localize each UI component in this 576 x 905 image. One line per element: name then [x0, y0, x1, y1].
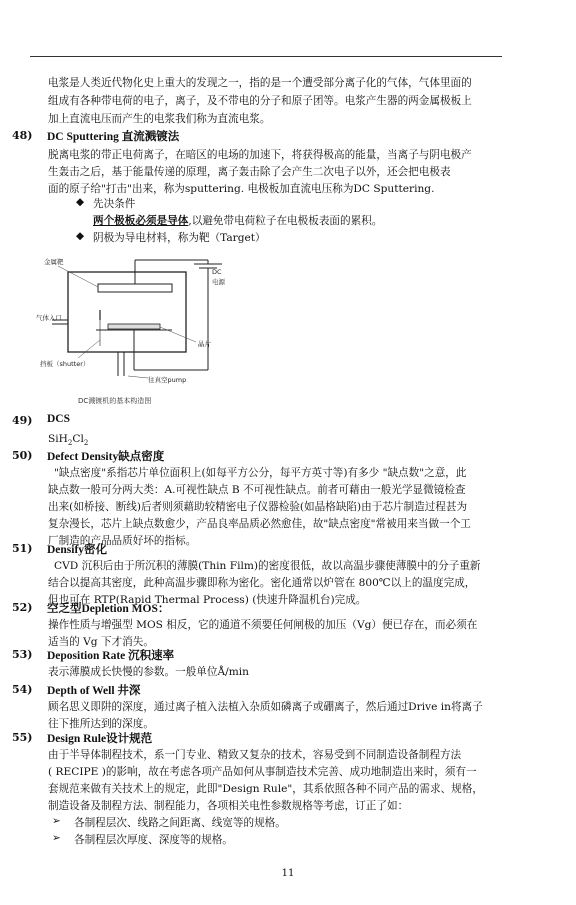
section-title: Design Rule设计规范: [47, 733, 153, 745]
section-title: Densify密化: [47, 544, 108, 556]
body-line: 但也可在 RTP(Rapid Thermal Process) (快速升降温机台)完成。: [48, 594, 367, 606]
body-line: CVD 沉积后由于所沉积的薄膜(Thin Film)的密度很低，故以高温步骤使薄膜中的分子重新: [54, 560, 481, 572]
body-line: 厂制造的产品品质好坏的指标。: [48, 535, 197, 547]
section-number: 50): [12, 449, 33, 462]
label-pump: 往真空pump: [148, 376, 187, 384]
bullet-text: 阴极为导电材料，称为靶（Target）: [93, 232, 266, 244]
body-line: 出来(如桥接、断线)后者则须藉助较精密电子仪器检验(如晶格缺陷)由于芯片制造过程甚为: [48, 501, 468, 513]
section-number: 49): [12, 414, 33, 427]
diamond-bullet-icon: ◆: [76, 196, 85, 208]
body-line: 制造设备及制程方法、制程能力，各项相关电性参数规格等考虑，订正了如：: [48, 800, 409, 812]
intro-line: 加上直流电压而产生的电浆我们称为直流电浆。: [48, 113, 271, 125]
body-line: 操作性质与增强型 MOS 相反，它的通道不须要任何闸极的加压（Vg）便已存在，而必须在: [48, 619, 478, 631]
label-gas-inlet: 气体入口: [36, 314, 62, 322]
section-title: 空乏型Depletion MOS：: [47, 603, 170, 615]
section-title: Depth of Well 井深: [47, 685, 141, 697]
arrow-bullet-icon: ➢: [52, 815, 61, 827]
target-plate: [98, 284, 172, 292]
bullet-text: 先决条件: [93, 198, 136, 210]
diagram-caption: DC溅镀机的基本构造图: [78, 397, 152, 405]
wafer-holder: [108, 324, 160, 329]
section-number: 48): [12, 129, 33, 142]
dc-sputtering-diagram: [36, 250, 236, 390]
body-line: 脱离电浆的带正电荷离子，在暗区的电场的加速下，将获得极高的能量，当离子与阴电极产: [48, 149, 472, 161]
header-rule: [30, 56, 502, 57]
body-line: 套规范来做有关技术上的规定，此即"Design Rule"，其系依照各种不同产品的需求、规格，: [48, 783, 483, 795]
body-line: 缺点数一般可分两大类：A.可视性缺点 B 不可视性缺点。前者可藉由一般光学显微镜检查: [48, 484, 466, 496]
section-title: DC Sputtering 直流溅镀法: [47, 131, 180, 143]
body-line: ( RECIPE )的影响，故在考虑各项产品如何从事制造技术完善、成功地制造出来时，须有一: [48, 766, 477, 778]
section-title: DCS: [47, 413, 71, 425]
condition-emphasis: 两个极板必须是导体: [93, 215, 189, 227]
body-line: 由于半导体制程技术，系一门专业、精致又复杂的技术，容易受到不同制造设备制程方法: [48, 749, 462, 761]
section-title: Deposition Rate 沉积速率: [47, 650, 175, 662]
section-number: 51): [12, 542, 33, 555]
diamond-bullet-icon: ◆: [76, 230, 85, 242]
section-title: Defect Density缺点密度: [47, 451, 165, 463]
label-dc: DC: [212, 268, 222, 276]
body-line: 生轰击之后，基于能量传递的原理，离子轰击除了会产生二次电子以外，还会把电极表: [48, 166, 451, 178]
intro-line: 电浆是人类近代物化史上重大的发现之一，指的是一个遭受部分离子化的气体，气体里面的: [48, 77, 472, 89]
condition-rest: ,以避免带电荷粒子在电极板表面的累积。: [188, 215, 383, 227]
list-item: 各制程层次厚度、深度等的规格。: [74, 834, 233, 846]
section-number: 52): [12, 601, 33, 614]
section-number: 55): [12, 731, 33, 744]
label-target: 金属靶: [44, 258, 64, 266]
label-wafer: 晶片: [198, 340, 211, 348]
list-item: 各制程层次、线路之间距离、线宽等的规格。: [74, 817, 286, 829]
body-line: 顾名思义即阱的深度，通过离子植入法植入杂质如磷离子或硼离子，然后通过Drive in将离子: [48, 701, 483, 713]
body-line: "缺点密度"系指芯片单位面积上(如每平方公分，每平方英寸等)有多少 "缺点数"之意，此: [54, 467, 467, 479]
condition-line: [93, 213, 382, 230]
body-line: 结合以提高其密度，此种高温步骤即称为密化。密化通常以炉管在 800℃以上的温度完成，: [48, 577, 476, 589]
page-number: 11: [281, 868, 295, 879]
section-number: 53): [12, 648, 33, 661]
body-line: 适当的 Vg 下才消失。: [48, 636, 154, 648]
body-line: 复杂漫长，芯片上缺点数愈少，产品良率品质必然愈佳，故"缺点密度"常被用来当做一个工: [48, 518, 471, 530]
label-power: 电源: [212, 278, 225, 286]
body-line: 面的原子给"打击"出来，称为sputtering. 电极板加直流电压称为DC Sputtering.: [48, 183, 435, 195]
body-line: 表示薄膜成长快慢的参数。一般单位Å/min: [48, 666, 249, 678]
intro-line: 组成有各种带电荷的电子，离子，及不带电的分子和原子团等。电浆产生器的两金属极板上: [48, 95, 472, 107]
arrow-bullet-icon: ➢: [52, 832, 61, 844]
section-number: 54): [12, 683, 33, 696]
body-line: 往下推所达到的深度。: [48, 718, 154, 730]
formula: $SiH_2Cl_2$: [48, 433, 89, 448]
label-shutter: 挡板（shutter）: [40, 360, 90, 368]
